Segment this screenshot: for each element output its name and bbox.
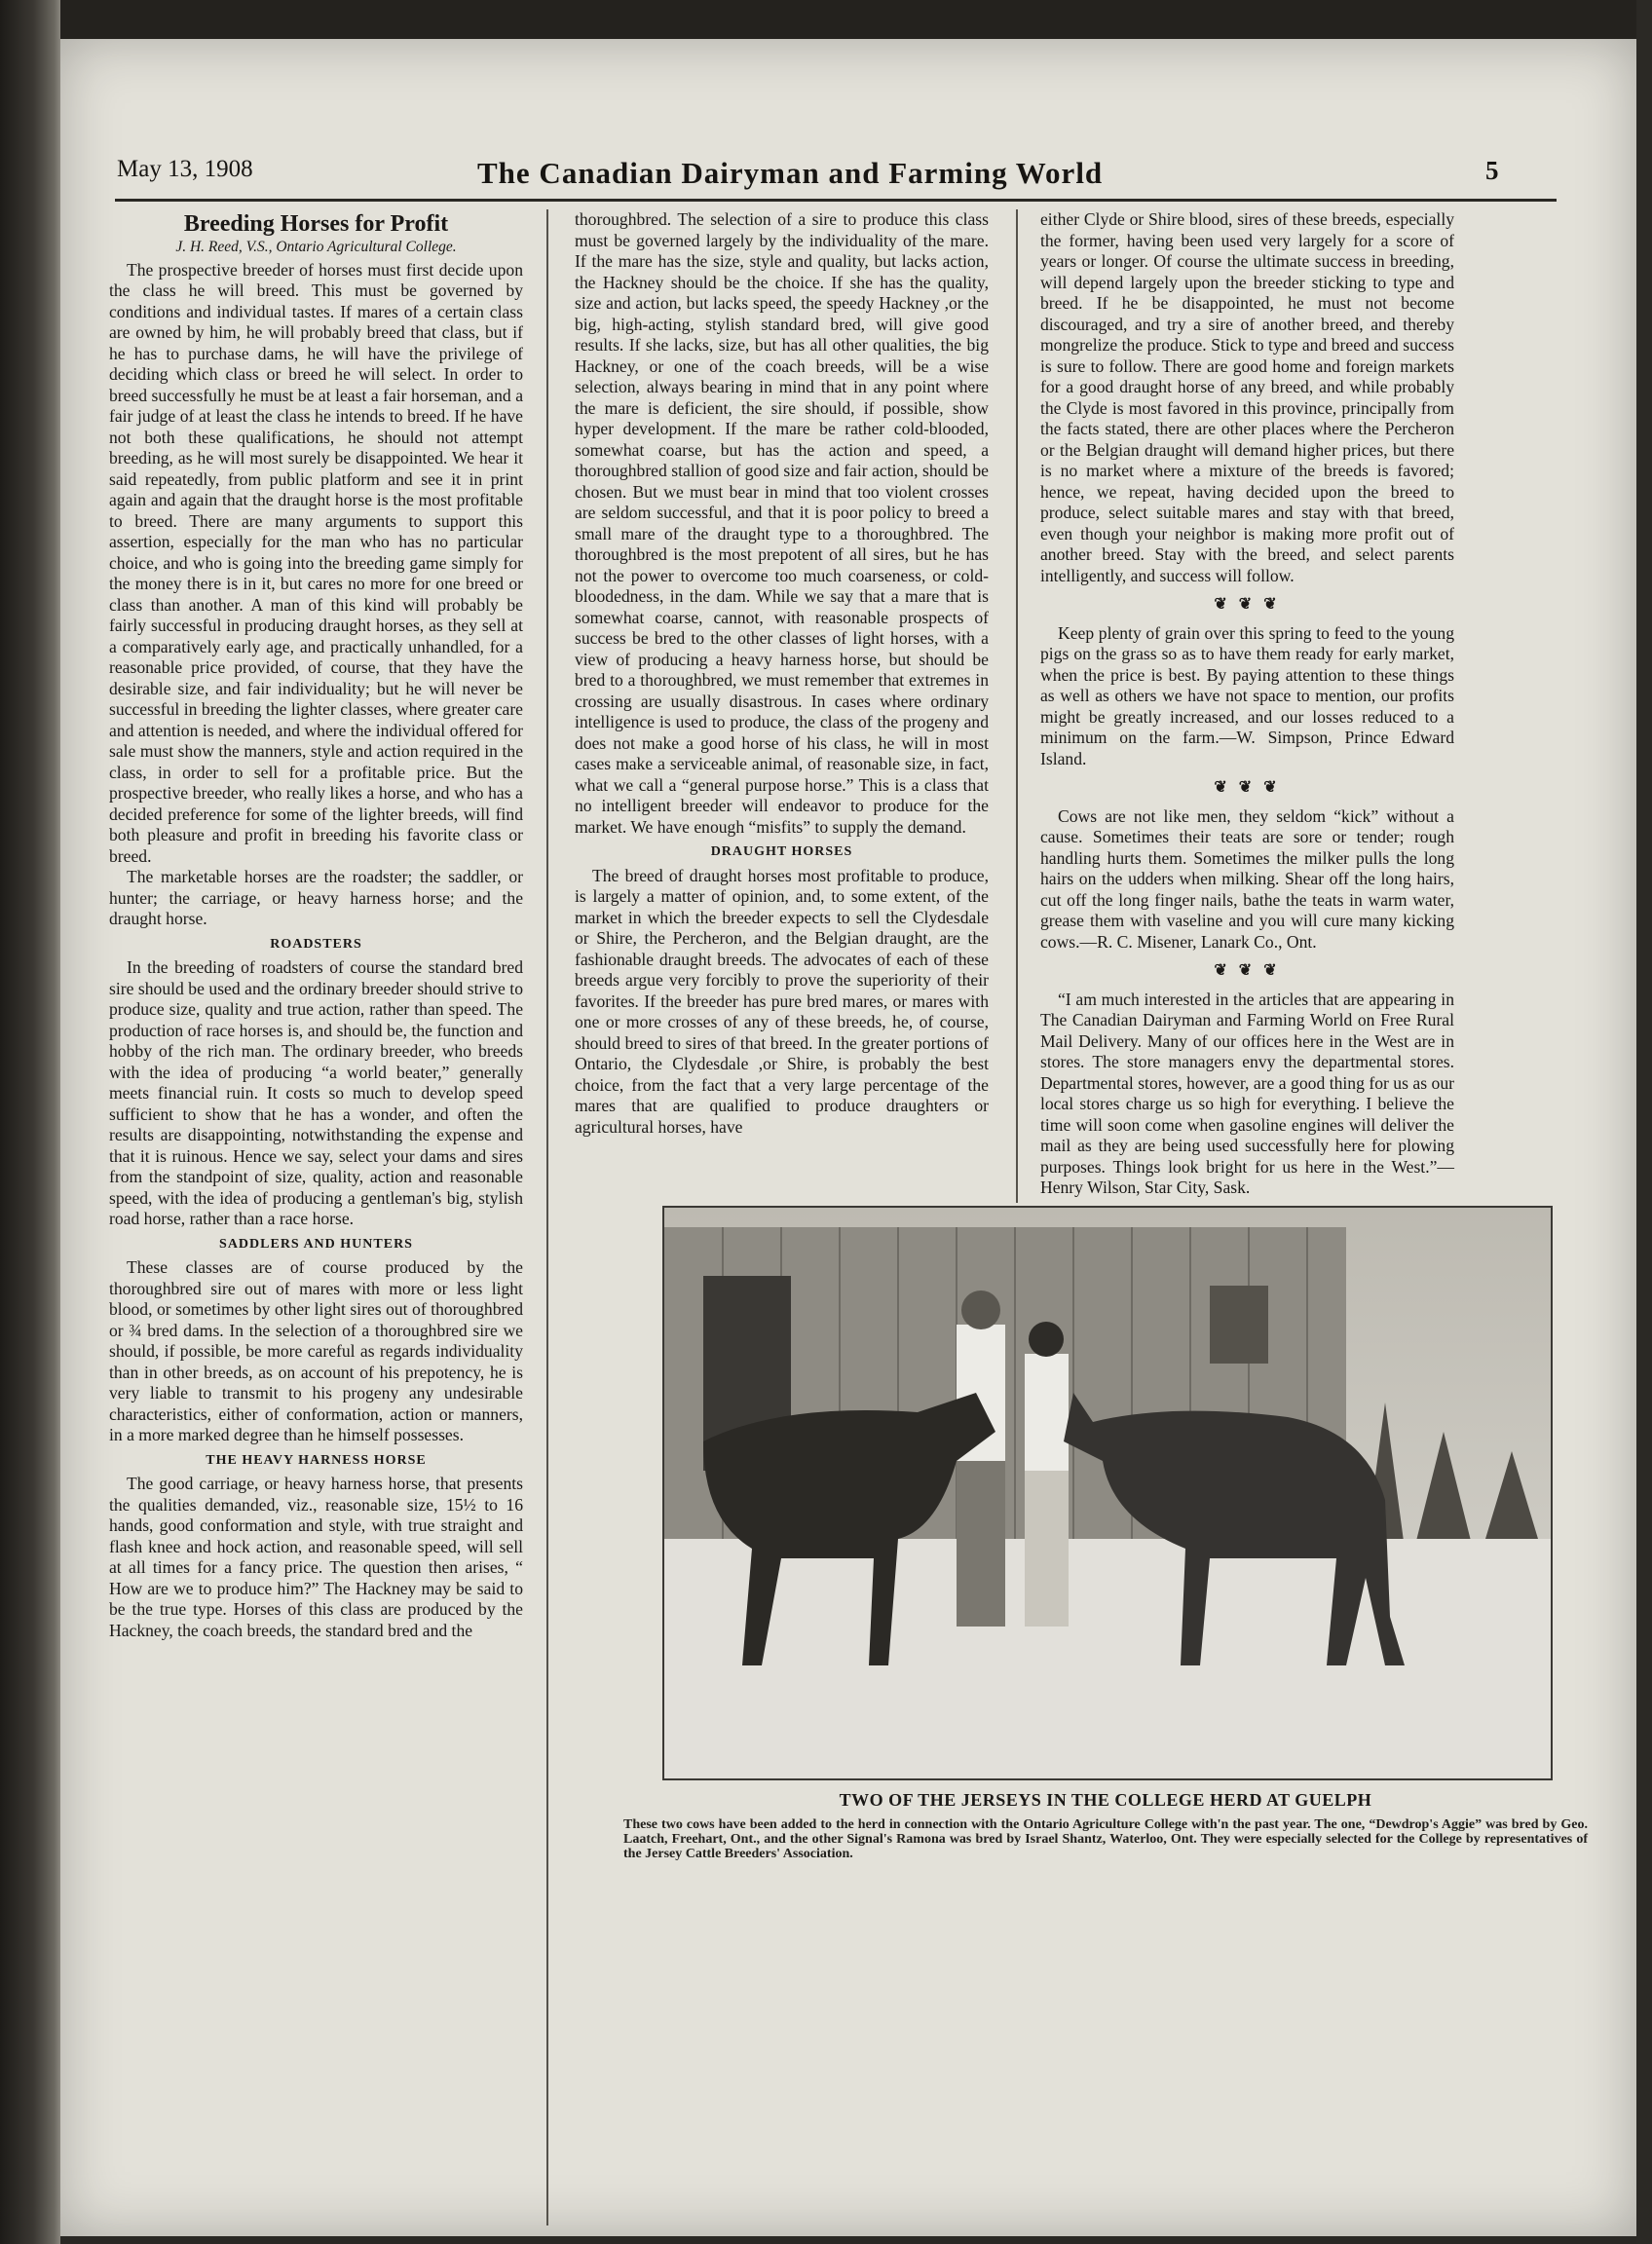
publication-title: The Canadian Dairyman and Farming World <box>477 156 1104 190</box>
section-heading-saddlers: SADDLERS AND HUNTERS <box>219 1236 413 1252</box>
scan-top-edge <box>60 0 1652 39</box>
note-paragraph: “I am much interested in the articles that are appearing in The Canadian Dairyman and Farming World on Free Rural Mail Delivery. Many of our offices here in the West are in stores. The store managers envy the departmental stores. Departmental stores, however, are a good thing for us as our local stores charge us so high for everything. I believe the time will soon come when gasoline engines will deliver the mail as they are being used successfully here for plowing purposes. Things look bright for us here in the West.”—Henry Wilson, Star City, Sask. <box>1040 989 1454 1197</box>
section-ornament: ❦ ❦ ❦ <box>1214 962 1281 979</box>
column-1 <box>109 209 523 1641</box>
scan-right-edge <box>1636 0 1652 2244</box>
article-paragraph: The marketable horses are the roadster; the saddler, or hunter; the carriage, or heavy harness horse; and the draught horse. <box>109 867 523 928</box>
column-divider <box>1016 209 1018 1203</box>
section-ornament: ❦ ❦ ❦ <box>1214 779 1281 796</box>
article-title: Breeding Horses for Profit <box>183 211 449 237</box>
photo-illustration <box>664 1208 1551 1778</box>
article-paragraph: These classes are of course produced by the thoroughbred sire out of mares with more or less light blood, or sometimes by other light sires out of thoroughbred or ¾ bred dams. In the selection of a thoroughbred sire we should, if possible, be more careful as regards individuality than in other breeds, as on account of his prepotency, he is very liable to transmit to his progeny any undesirable characteristics, either of conformation, action or manners, in a more marked degree than he himself possesses. <box>109 1257 523 1444</box>
column-3 <box>1040 209 1454 1199</box>
issue-date: May 13, 1908 <box>117 156 253 182</box>
column-2 <box>575 209 989 1138</box>
article-paragraph: The prospective breeder of horses must first decide upon the class he will breed. This must be governed by conditions and individual tastes. If mares of a certain class are owned by him, he will probably breed that class, but if he has to purchase dams, he will have the privilege of deciding which class or breed he will select. In order to breed successfully he must be at least a fair horseman, and a fair judge of at least the class he intends to breed. If he have not both these qualifications, he should not attempt breeding, as he will most surely be disappointed. We hear it said repeatedly, from public platform and see it in print again and again that the draught horse is the most profitable to breed. There are many arguments to support this assertion, especially for the man who has no particular choice, and who is going into the breeding game simply for the money there is in it, but cares no more for one breed or class than another. A man of this kind will probably be fairly successful in producing draught horses, as they sell at a comparatively early age, and practically unhandled, for a reasonable price provided, of course, that they have the desirable size, and fair individuality; but he will never be successful in breeding the lighter classes, where greater care and attention is needed, and where the individual offered for sale must show the manners, style and action required in the class, in order to sell for a profitable price. But the prospective breeder, who really likes a horse, and who has a decided preference for some of the lighter breeds, will find both pleasure and profit in breeding his favorite class or breed. <box>109 259 523 866</box>
article-paragraph: either Clyde or Shire blood, sires of these breeds, especially the former, having been used very largely for a score of years or longer. Of course the ultimate success in breeding, will depend largely upon the breeder sticking to type and breed. If he be disappointed, he must not become discouraged, and try a sire of another breed, and thereby mongrelize the produce. Stick to type and breed and success is sure to follow. There are good home and foreign markets for a good draught horse of any breed, and while probably the Clyde is most favored in this province, principally from the facts stated, there are other places where the Percheron or the Belgian draught will demand higher prices, but there is no market where a mixture of the breeds is favored; hence, we repeat, having decided upon the breed to produce, select suitable mares and stay with that breed, even though your neighbor is making more profit out of another breed. Stay with the breed, and select parents intelligently, and success will follow. <box>1040 209 1454 585</box>
header-rule <box>115 199 1557 202</box>
section-heading-roadsters: ROADSTERS <box>270 936 362 952</box>
section-heading-heavy-harness: THE HEAVY HARNESS HORSE <box>206 1452 427 1468</box>
photo-description: These two cows have been added to the herd in connection with the Ontario Agriculture College with'n the past year. The one, “Dewdrop's Aggie” was bred by Geo. Laatch, Freehart, Ont., and the other Signal's Ramona was bred by Israel Shantz, Waterloo, Ont. They were especially selected for the College by representatives of the Jersey Cattle Breeders' Association. <box>623 1817 1588 1861</box>
article-byline: J. H. Reed, V.S., Ontario Agricultural College. <box>175 239 457 255</box>
article-paragraph: thoroughbred. The selection of a sire to produce this class must be governed largely by the individuality of the mare. If the mare has the size, style and quality, but lacks action, the Hackney should be the choice. If she has the quality, size and action, but lacks speed, the speedy Hackney ,or the big, high-acting, stylish standard bred, will give good results. If she lacks, size, but has all other qualities, the big Hackney, or one of the coach breeds, will be a wise selection, always bearing in mind that in any point where the mare is deficient, the sire should, if possible, show hyper development. If the mare be rather cold-blooded, somewhat coarse, but has the action and speed, a thoroughbred stallion of good size and fair action, should be chosen. But we must bear in mind that too violent crosses are seldom successful, and that it is poor policy to breed a small mare of the draught type to a thoroughbred. The thoroughbred is the most prepotent of all sires, but he has not the power to overcome too much coarseness, or cold-bloodedness, in the dam. While we say that a mare that is somewhat coarse, cannot, with reasonable prospects of success be bred to the other classes of light horses, with a view of producing a heavy harness horse, but should be bred to a thoroughbred, we must remember that extremes in crossing are usually disastrous. In cases where ordinary intelligence is used to produce, the class of the progeny and does not make a good horse of his class, he will in most cases make a serviceable animal, of reasonable size, in fact, what we call a “general purpose horse.” This is a class that no intelligent breeder will endeavor to produce for the market. We have enough “misfits” to supply the demand. <box>575 209 989 837</box>
note-paragraph: Cows are not like men, they seldom “kick” without a cause. Sometimes their teats are sore or tender; rough handling hurts them. Sometimes the milker pulls the long hairs on the udders when milking. Shear off the long hairs, cut off the long finger nails, bathe the teats in warm water, grease them with vaseline and you will cure many kicking cows.—R. C. Misener, Lanark Co., Ont. <box>1040 805 1454 952</box>
article-paragraph: In the breeding of roadsters of course the standard bred sire should be used and the ordinary breeder should strive to produce size, quality and true action, rather than speed. The production of race horses is, and should be, the function and hobby of the rich man. The ordinary breeder, who breeds with the idea of producing “a world beater,” generally meets financial ruin. It costs so much to develop speed sufficient to show that he has a wonder, and often the results are disappointing, notwithstanding the expense and that it is ruinous. Hence we say, select your dams and sires from the standpoint of size, quality, action and reasonable speed, with the idea of producing a gentleman's big, stylish road horse, rather than a race horse. <box>109 957 523 1228</box>
article-paragraph: The good carriage, or heavy harness horse, that presents the qualities demanded, viz., reasonable size, 15½ to 16 hands, good conformation and style, with true straight and flash knee and hock action, and reasonable speed, will sell at all times for a fancy price. The question then arises, “ How are we to produce him?” The Hackney may be said to be the true type. Horses of this class are produced by the Hackney, the coach breeds, the standard bred and the <box>109 1474 523 1640</box>
article-paragraph: The breed of draught horses most profitable to produce, is largely a matter of opinion, and, to some extent, of the market in which the breeder expects to sell the Clydesdale or Shire, the Percheron, and the Belgian draught, are the fashionable draught breeds. The advocates of each of these breeds argue very forcibly to prove the superiority of their favorites. If the breeder has pure bred mares, or mares with one or more crosses of any of these breeds, he, of course, should breed to sires of that breed. In the greater portions of Ontario, the Clydesdale ,or Shire, is probably the best choice, from the fact that a very large percentage of the mares that are qualified to produce draughters or agricultural horses, have <box>575 865 989 1137</box>
photo-caption: TWO OF THE JERSEYS IN THE COLLEGE HERD AT GUELPH <box>839 1790 1372 1810</box>
book-binding <box>0 0 60 2244</box>
section-ornament: ❦ ❦ ❦ <box>1214 596 1281 613</box>
section-heading-draught: DRAUGHT HORSES <box>710 844 853 859</box>
page-number: 5 <box>1485 156 1499 185</box>
note-paragraph: Keep plenty of grain over this spring to feed to the young pigs on the grass so as to have them ready for early market, when the price is best. By paying attention to these things as well as others we have not space to mention, our profits might be greatly increased, and our losses reduced to a minimum on the farm.—W. Simpson, Prince Edward Island. <box>1040 622 1454 768</box>
jersey-cows-photo <box>662 1206 1553 1780</box>
column-divider <box>546 209 548 2225</box>
